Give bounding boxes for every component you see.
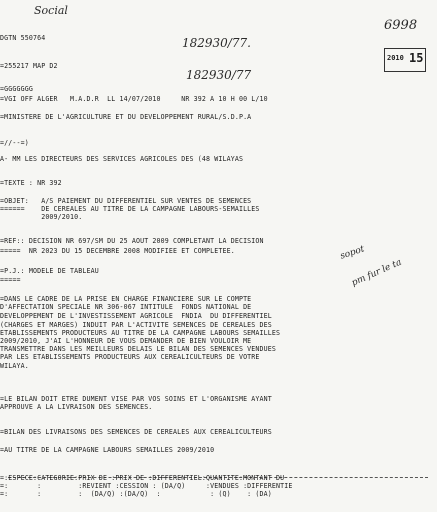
telex-line: APPROUVE A LA LIVRAISON DES SEMENCES. [0, 403, 153, 411]
handwritten-number: 6998 [384, 18, 418, 33]
telex-line: D'AFFECTATION SPECIALE NR 306-067 INTITULE FONDS NATIONAL DE [0, 303, 252, 311]
telex-line: =: : :REVIENT :CESSION : (DA/Q) :VENDUES :DIFFERENTIE [0, 482, 293, 490]
telex-line: 2009/2010. [0, 213, 83, 221]
telex-line: DEVELOPPEMENT DE L'INVESTISSEMENT AGRICOLE FNDIA DU DIFFERENTIEL [0, 312, 272, 320]
telex-line: =REF:: DECISION NR 697/SM DU 25 AOUT 2009 COMPLETANT LA DECISION [0, 237, 264, 245]
telex-line: (CHARGES ET MARGES) INDUIT PAR L'ACTIVITE SEMENCES DE CEREALES DES [0, 321, 272, 329]
handwritten-reference-top: 182930/77. [182, 36, 251, 50]
telex-line: =BILAN DES LIVRAISONS DES SEMENCES DE CEREALES AUX CEREALICULTEURS [0, 428, 272, 436]
telex-line: =: : : (DA/Q) :(DA/Q) : : (Q) : (DA) [0, 490, 272, 498]
telex-line: =LE BILAN DOIT ETRE DUMENT VISE PAR VOS SOINS ET L'ORGANISME AYANT [0, 395, 272, 403]
telex-line: =MINISTERE DE L'AGRICULTURE ET DU DEVELOPPEMENT RURAL/S.D.P.A [0, 113, 252, 121]
telex-line: ===== [0, 276, 21, 284]
handwritten-note: Social [34, 4, 68, 17]
reception-stamp [384, 48, 426, 72]
telex-line: =GGGGGGG [0, 85, 33, 93]
handwritten-signature-1: sopot [339, 244, 366, 262]
telex-line: ====== DE CEREALES AU TITRE DE LA CAMPAGNE LABOURS-SEMAILLES [0, 205, 260, 213]
telex-line: WILAYA. [0, 362, 29, 370]
telex-line: PAR LES ETABLISSEMENTS PRODUCTEURS AUX CEREALICULTEURS DE VOTRE [0, 353, 260, 361]
telex-line: =P.J.: MODELE DE TABLEAU [0, 267, 99, 275]
telex-line: 2009/2010, J'AI L'HONNEUR DE VOUS DEMANDER DE BIEN VOULOIR ME [0, 337, 252, 345]
handwritten-reference-mid: 182930/77 [186, 68, 252, 82]
telex-line: A- MM LES DIRECTEURS DES SERVICES AGRICOLES DES (48 WILAYAS [0, 155, 244, 163]
telex-line: DGTN 550764 [0, 34, 46, 42]
telex-line: =255217 MAP D2 [0, 62, 58, 70]
telex-line: ETABLISSEMENTS PRODUCTEURS AU TITRE DE LA CAMPAGNE LABOURS SEMAILLES [0, 329, 281, 337]
stamp-date: 2010 [387, 54, 404, 62]
telex-line: =//--=) [0, 139, 29, 147]
telex-line: =TEXTE : NR 392 [0, 179, 62, 187]
telex-line: ===== NR 2023 DU 15 DECEMBRE 2008 MODIFIEE ET COMPLETEE. [0, 247, 235, 255]
telex-line: =:ESPECE:CATEGORIE:PRIX DE :PRIX DE :DIFFERENTIEL:QUANTITE:MONTANT DU [0, 474, 285, 482]
telex-line: =OBJET: A/S PAIEMENT DU DIFFERENTIEL SUR VENTES DE SEMENCES [0, 197, 252, 205]
telex-line: TRANSMETTRE DANS LES MEILLEURS DELAIS LE BILAN DES SEMENCES VENDUES [0, 345, 277, 353]
stamp-number: 15 [409, 51, 424, 65]
handwritten-signature-2: pm fur le ta [350, 257, 404, 289]
telex-line: =AU TITRE DE LA CAMPAGNE LABOURS SEMAILLES 2009/2010 [0, 446, 215, 454]
telex-line: =VGI OFF ALGER M.A.D.R LL 14/07/2010 NR 392 A 10 H 00 L/10 [0, 95, 268, 103]
telex-line: =DANS LE CADRE DE LA PRISE EN CHARGE FINANCIERE SUR LE COMPTE [0, 295, 252, 303]
